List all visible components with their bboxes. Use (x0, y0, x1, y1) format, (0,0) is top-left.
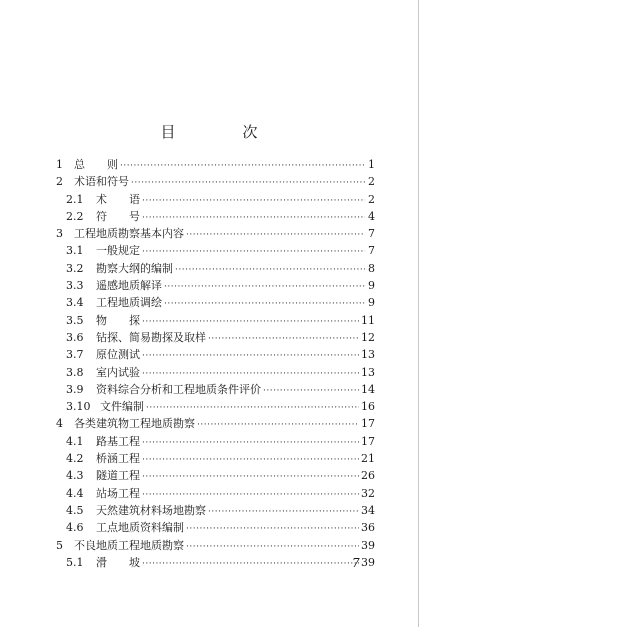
toc-entry (56, 467, 375, 484)
toc-entry-label: 天然建筑材料场地勘察 (96, 503, 206, 517)
toc-entry-label: 钻探、简易勘探及取样 (96, 330, 206, 344)
toc-entry-label: 室内试验 (96, 365, 140, 379)
toc-entry (56, 364, 375, 381)
toc-entry (56, 398, 375, 415)
toc-entry-label: 术 语 (96, 192, 140, 206)
toc-entry-page: 7 (368, 227, 375, 241)
toc-leader-dots (208, 331, 359, 348)
toc-entry-label: 桥涵工程 (96, 452, 140, 466)
toc-entry-number: 5 (56, 538, 63, 552)
toc-entry-number: 2.1 (66, 192, 84, 206)
toc-title: 目 次 (160, 123, 284, 141)
toc-entry (56, 277, 375, 294)
toc-leader-dots (142, 193, 365, 210)
toc-leader-dots (263, 383, 359, 400)
toc-entry-label: 工点地质资料编制 (96, 521, 184, 535)
toc-entry (56, 433, 375, 450)
toc-entry-number: 3.5 (66, 313, 84, 327)
toc-entry-page: 39 (361, 555, 375, 569)
toc-entry-number: 4.3 (66, 469, 84, 483)
toc-leader-dots (142, 469, 359, 486)
toc-entry-number: 3.10 (66, 400, 91, 414)
toc-entry-label: 一般规定 (96, 244, 140, 258)
toc-entry (56, 554, 375, 571)
toc-entry-number: 4.5 (66, 503, 84, 517)
toc-entry (56, 329, 375, 346)
toc-entry-page: 9 (368, 296, 375, 310)
toc-entry-page: 16 (361, 400, 375, 414)
toc-entry-page: 2 (368, 192, 375, 206)
toc-entry-page: 26 (361, 469, 375, 483)
toc-entry-number: 3.3 (66, 279, 84, 293)
toc-entry-page: 32 (361, 486, 375, 500)
toc-entry-label: 不良地质工程地质勘察 (74, 538, 184, 552)
toc-entry-label: 原位测试 (96, 348, 140, 362)
toc-entry-page: 4 (368, 209, 375, 223)
toc-leader-dots (120, 158, 365, 175)
toc-entry (56, 415, 375, 432)
toc-entry-page: 1 (368, 158, 375, 171)
toc-leader-dots (197, 417, 359, 434)
toc-entry (56, 485, 375, 502)
toc-leader-dots (208, 504, 359, 521)
toc-entry-number: 3.4 (66, 296, 84, 310)
toc-entry-number: 3.9 (66, 382, 84, 396)
toc-entry-number: 2.2 (66, 209, 84, 223)
toc-entry (56, 450, 375, 467)
toc-list (56, 156, 375, 571)
toc-leader-dots (142, 244, 365, 261)
toc-entry-page: 7 (368, 244, 375, 258)
toc-leader-dots (186, 227, 365, 244)
toc-leader-dots (164, 296, 365, 313)
toc-entry (56, 191, 375, 208)
toc-entry (56, 294, 375, 311)
toc-entry (56, 173, 375, 190)
toc-entry (56, 381, 375, 398)
toc-entry-label: 文件编制 (100, 400, 144, 414)
toc-entry (56, 346, 375, 363)
toc-entry-number: 3.2 (66, 261, 84, 275)
toc-entry-number: 3.7 (66, 348, 84, 362)
toc-entry-label: 勘察大纲的编制 (96, 261, 173, 275)
toc-entry (56, 537, 375, 554)
toc-leader-dots (175, 262, 365, 279)
toc-entry-label: 工程地质勘察基本内容 (74, 227, 184, 241)
toc-entry (56, 312, 375, 329)
toc-leader-dots (142, 556, 359, 573)
toc-entry-label: 滑 坡 (96, 555, 140, 569)
toc-leader-dots (186, 539, 359, 556)
toc-entry-page: 13 (361, 348, 375, 362)
toc-entry (56, 260, 375, 277)
toc-entry-number: 4.1 (66, 434, 84, 448)
toc-entry-page: 14 (361, 382, 375, 396)
toc-entry-page: 17 (361, 417, 375, 431)
toc-entry-number: 4 (56, 417, 63, 431)
toc-entry-page: 21 (361, 452, 375, 466)
right-page (419, 0, 626, 627)
toc-entry-label: 工程地质调绘 (96, 296, 162, 310)
toc-entry-label: 站场工程 (96, 486, 140, 500)
toc-entry-number: 4.6 (66, 521, 84, 535)
toc-entry-label: 总 则 (74, 158, 118, 171)
toc-entry (56, 502, 375, 519)
toc-entry-number: 3.1 (66, 244, 84, 258)
toc-entry (56, 519, 375, 536)
toc-entry-page: 34 (361, 503, 375, 517)
toc-entry-number: 5.1 (66, 555, 84, 569)
toc-entry (56, 156, 375, 173)
toc-entry-label: 隧道工程 (96, 469, 140, 483)
toc-leader-dots (142, 348, 359, 365)
toc-entry-label: 资料综合分析和工程地质条件评价 (96, 382, 261, 396)
toc-leader-dots (142, 452, 359, 469)
toc-entry-page: 39 (361, 538, 375, 552)
toc-entry-page: 12 (361, 330, 375, 344)
toc-entry-label: 遥感地质解译 (96, 279, 162, 293)
toc-entry-number: 4.4 (66, 486, 84, 500)
toc-leader-dots (164, 279, 365, 296)
toc-entry-number: 2 (56, 175, 63, 189)
page-number: 7 (352, 556, 360, 570)
toc-entry-number: 4.2 (66, 452, 84, 466)
toc-entry-label: 各类建筑物工程地质勘察 (74, 417, 195, 431)
toc-entry-label: 物 探 (96, 313, 140, 327)
toc-leader-dots (142, 435, 359, 452)
toc-entry-page: 8 (368, 261, 375, 275)
toc-leader-dots (186, 521, 359, 538)
toc-entry (56, 225, 375, 242)
toc-entry-page: 13 (361, 365, 375, 379)
toc-entry (56, 208, 375, 225)
toc-entry (56, 242, 375, 259)
toc-entry-number: 3.8 (66, 365, 84, 379)
toc-leader-dots (131, 175, 365, 192)
toc-entry-label: 符 号 (96, 209, 140, 223)
toc-entry-number: 3.6 (66, 330, 84, 344)
toc-entry-label: 路基工程 (96, 434, 140, 448)
toc-entry-page: 17 (361, 434, 375, 448)
toc-entry-page: 2 (368, 175, 375, 189)
toc-entry-number: 3 (56, 227, 63, 241)
toc-entry-page: 11 (361, 313, 375, 327)
toc-entry-label: 术语和符号 (74, 175, 129, 189)
toc-entry-page: 36 (361, 521, 375, 535)
toc-entry-page: 9 (368, 279, 375, 293)
toc-entry-number: 1 (56, 158, 63, 171)
